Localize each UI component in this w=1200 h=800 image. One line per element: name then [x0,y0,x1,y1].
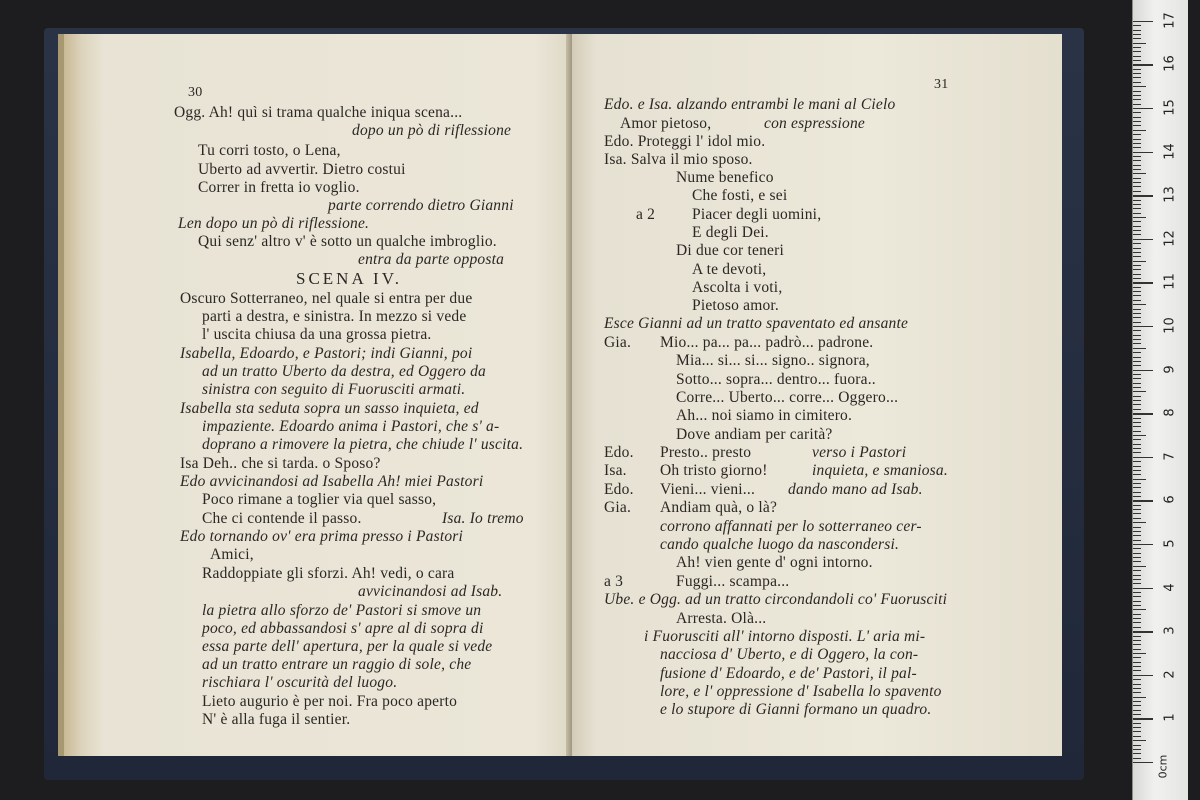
text-line: parti a destra, e sinistra. In mezzo si vede [202,308,467,325]
stage-direction: cando qualche luogo da nascondersi. [660,536,900,553]
ruler-tick [1133,64,1153,65]
ruler-tick [1133,370,1153,371]
text-line: Uberto ad avvertir. Dietro costui [198,161,406,178]
text-line: Amor pietoso, [620,115,712,132]
ruler-tick [1133,38,1141,39]
ruler-tick [1133,596,1141,597]
ruler-tick [1133,435,1146,436]
ruler-tick [1133,104,1141,105]
text-line: Di due cor teneri [676,242,784,259]
ruler-tick [1133,178,1141,179]
ruler-tick [1133,540,1141,541]
ruler-tick [1133,505,1141,506]
stage-direction: fusione d' Edoardo, e de' Pastori, il pal- [660,665,917,682]
text-line: Mia... si... si... signo.. signora, [676,352,870,369]
ruler-unit-label: 0cm [1156,754,1170,779]
stage-direction: i Fuorusciti all' intorno disposti. L' aria mi- [644,628,926,645]
ruler-tick [1133,697,1146,698]
ruler-tick [1133,239,1153,240]
measuring-ruler [1132,0,1188,800]
ruler-tick [1133,457,1153,458]
ruler-tick [1133,548,1141,549]
ruler-tick [1133,400,1141,401]
ruler-label: 9 [1162,364,1178,374]
ruler-tick [1133,479,1146,480]
text-line: A te devoti, [692,261,767,278]
ruler-label: 17 [1162,12,1178,29]
ruler-tick [1133,248,1141,249]
ruler-tick [1133,644,1141,645]
ruler-tick [1133,348,1146,349]
ruler-tick [1133,287,1141,288]
stage-direction: inquieta, e smaniosa. [812,462,948,479]
ruler-tick [1133,444,1141,445]
ruler-tick [1133,413,1153,414]
text-line: Ah... noi siamo in cimitero. [676,407,853,424]
text-line: Poco rimane a toglier via quel sasso, [202,491,437,508]
scene-title: SCENA IV. [296,269,403,288]
ruler-tick [1133,522,1146,523]
text-line: Oh tristo giorno! [660,462,768,479]
ruler-tick [1133,640,1141,641]
ruler-tick [1133,69,1141,70]
ruler-tick [1133,43,1146,44]
ruler-label: 3 [1162,626,1178,635]
ruler-tick [1133,186,1141,187]
ruler-tick [1133,165,1141,166]
ruler-tick [1133,378,1141,379]
stage-direction: lore, e l' oppressione d' Isabella lo spavento [660,683,942,700]
ruler-tick [1133,21,1153,22]
ruler-tick [1133,326,1153,327]
text-line: Corre... Uberto... corre... Oggero... [676,389,899,406]
ruler-tick [1133,25,1141,26]
ruler-tick [1133,553,1141,554]
ruler-tick [1133,653,1146,654]
ruler-tick [1133,147,1141,148]
text-line: Sotto... sopra... dentro... fuora.. [676,371,876,388]
ruler-tick [1133,309,1141,310]
ruler-tick [1133,173,1146,174]
ruler-tick [1133,736,1141,737]
ruler-tick [1133,609,1146,610]
stage-direction: doprano a rimovere la pietra, che chiude l' uscita. [202,436,524,453]
ruler-tick [1133,282,1153,283]
page-number: 31 [934,77,949,92]
stage-direction: nacciosa d' Uberto, e di Oggero, la con- [660,646,919,663]
ruler-label: 11 [1162,273,1178,291]
text-line: Pietoso amor. [692,297,779,314]
stage-direction: Edo tornando ov' era prima presso i Pastori [180,528,464,545]
text-line: Ogg. Ah! quì si trama qualche iniqua scena... [174,104,463,121]
ruler-tick [1133,705,1141,706]
ruler-label: 4 [1162,582,1178,592]
text-line: Che ci contende il passo. [202,510,362,527]
ruler-tick [1133,291,1141,292]
ruler-tick [1133,208,1141,209]
ruler-tick [1133,160,1141,161]
ruler-tick [1133,745,1141,746]
ruler-tick [1133,86,1146,87]
ruler-tick [1133,422,1141,423]
ruler-tick [1133,108,1153,109]
ruler-tick [1133,243,1141,244]
ruler-tick [1133,431,1141,432]
ruler-tick [1133,531,1141,532]
text-line: Vieni... vieni... [660,481,756,498]
ruler-tick [1133,439,1141,440]
ruler-tick [1133,714,1141,715]
ruler-tick [1133,191,1141,192]
ruler-tick [1133,352,1141,353]
ruler-tick [1133,34,1141,35]
ruler-tick [1133,762,1153,763]
ruler-tick [1133,121,1141,122]
speaker-label: Edo. [604,444,634,461]
ruler-tick [1133,256,1141,257]
ruler-tick [1133,82,1141,83]
text-line: Edo. Proteggi l' idol mio. [604,133,766,150]
ruler-tick [1133,579,1141,580]
text-line: Oscuro Sotterraneo, nel quale si entra per due [180,290,473,307]
ruler-tick [1133,749,1141,750]
ruler-tick [1133,622,1141,623]
ruler-label: 5 [1162,539,1178,548]
text-line: Qui senz' altro v' è sotto un qualche imbroglio. [198,233,497,250]
stage-direction: Isa. Io tremo [442,510,524,527]
ruler-tick [1133,557,1141,558]
ruler-tick [1133,130,1146,131]
text-line: E degli Dei. [692,224,769,241]
ruler-tick [1133,740,1146,741]
ruler-tick [1133,561,1141,562]
speaker-label: Gia. [604,334,632,351]
ruler-tick [1133,605,1141,606]
ruler-tick [1133,636,1141,637]
ruler-tick [1133,631,1153,632]
ruler-tick [1133,409,1141,410]
ruler-tick [1133,365,1141,366]
ruler-tick [1133,544,1153,545]
ruler-tick [1133,701,1141,702]
ruler-tick [1133,91,1141,92]
stage-direction: Isabella, Edoardo, e Pastori; indi Gianni, poi [180,345,473,362]
ruler-tick [1133,688,1141,689]
ruler-label: 10 [1162,317,1178,334]
ruler-label: 1 [1162,713,1178,723]
speaker-label: Gia. [604,499,632,516]
ruler-tick [1133,496,1141,497]
ruler-tick [1133,670,1141,671]
stage-direction: dopo un pò di riflessione [352,122,512,139]
ruler-tick [1133,727,1141,728]
ruler-tick [1133,73,1141,74]
text-line: Piacer degli uomini, [692,206,822,223]
ruler-label: 16 [1162,55,1178,73]
ruler-tick [1133,234,1141,235]
ruler-tick [1133,313,1141,314]
ruler-tick [1133,156,1141,157]
right-page [572,34,1062,756]
ruler-tick [1133,718,1153,719]
ruler-label: 6 [1162,495,1178,505]
ruler-tick [1133,182,1141,183]
speaker-label: Isa. [604,462,627,479]
text-line: Andiam quà, o là? [660,499,778,516]
ruler-tick [1133,675,1153,676]
text-line: Raddoppiate gli sforzi. Ah! vedi, o cara [202,565,455,582]
ruler-tick [1133,51,1141,52]
ruler-tick [1133,492,1141,493]
ruler-tick [1133,361,1141,362]
ruler-tick [1133,461,1141,462]
ruler-tick [1133,77,1141,78]
ruler-tick [1133,396,1141,397]
ruler-tick [1133,134,1141,135]
ruler-tick [1133,692,1141,693]
text-line: N' è alla fuga il sentier. [202,711,351,728]
stage-direction: entra da parte opposta [358,251,505,268]
ruler-tick [1133,230,1141,231]
stage-direction: Edo. e Isa. alzando entrambi le mani al Cielo [604,96,896,113]
stage-direction: poco, ed abbassandosi s' apre al di sopra di [202,620,484,637]
ruler-tick [1133,387,1141,388]
ruler-tick [1133,583,1141,584]
text-line: Isa Deh.. che si tarda. o Sposo? [180,455,381,472]
stage-direction: con espressione [764,115,866,132]
ruler-tick [1133,666,1141,667]
ruler-tick [1133,95,1141,96]
ruler-tick [1133,139,1141,140]
text-line: Dove andiam per carità? [676,426,833,443]
ruler-tick [1133,304,1146,305]
ruler-tick [1133,60,1141,61]
ruler-tick [1133,217,1146,218]
ruler-tick [1133,374,1141,375]
ruler-tick [1133,466,1141,467]
text-line: Che fosti, e sei [692,187,788,204]
ruler-tick [1133,418,1141,419]
ruler-tick [1133,47,1141,48]
ruler-tick [1133,213,1141,214]
ruler-tick [1133,487,1141,488]
stage-direction: ad un tratto entrare un raggio di sole, che [202,656,472,673]
stage-direction: Len dopo un pò di riflessione. [178,215,370,232]
ruler-tick [1133,662,1141,663]
ruler-tick [1133,448,1141,449]
ruler-tick [1133,513,1141,514]
stage-direction: sinistra con seguito di Fuorusciti armati. [202,381,466,398]
stage-direction: verso i Pastori [812,444,907,461]
stage-direction: e lo stupore di Gianni formano un quadro. [660,701,932,718]
left-page [58,34,572,756]
ensemble-marker: a 2 [636,206,656,223]
ruler-tick [1133,330,1141,331]
ruler-tick [1133,588,1153,589]
ruler-label: 13 [1162,186,1178,203]
text-line: Fuggi... scampa... [676,573,790,590]
text-line: Isa. Salva il mio sposo. [604,151,753,168]
ruler-tick [1133,570,1141,571]
ruler-tick [1133,535,1141,536]
text-line: Nume benefico [676,169,774,186]
text-line: Presto.. presto [660,444,752,461]
ruler-tick [1133,614,1141,615]
ruler-tick [1133,575,1141,576]
stage-direction: ad un tratto Uberto da destra, ed Oggero da [202,363,486,380]
ruler-tick [1133,56,1141,57]
ruler-tick [1133,30,1141,31]
ruler-tick [1133,335,1141,336]
ruler-label: 15 [1162,99,1178,116]
ruler-tick [1133,295,1141,296]
text-line: Correr in fretta io voglio. [198,179,360,196]
ruler-tick [1133,657,1141,658]
ruler-tick [1133,527,1141,528]
text-line: Tu corri tosto, o Lena, [198,142,341,159]
speaker-label: Edo. [604,481,634,498]
stage-direction: Ube. e Ogg. ad un tratto circondandoli co' Fuorusciti [604,591,948,608]
ruler-tick [1133,169,1141,170]
ruler-tick [1133,518,1141,519]
ruler-tick [1133,99,1141,100]
ruler-tick [1133,143,1141,144]
ruler-tick [1133,300,1141,301]
ruler-tick [1133,322,1141,323]
ruler-tick [1133,125,1141,126]
ruler-label: 14 [1162,142,1178,160]
stage-direction: avvicinandosi ad Isab. [358,583,503,600]
ruler-tick [1133,265,1141,266]
stage-direction: Esce Gianni ad un tratto spaventato ed ansante [604,315,909,332]
text-line: Mio... pa... pa... padrò... padrone. [660,334,874,351]
text-line: l' uscita chiusa da una grossa pietra. [202,326,432,343]
ruler-tick [1133,339,1141,340]
ruler-tick [1133,404,1141,405]
stage-direction: Isabella sta seduta sopra un sasso inquieta, ed [180,400,479,417]
text-line: Ascolta i voti, [692,279,783,296]
stage-direction: parte correndo dietro Gianni [328,197,514,214]
ruler-tick [1133,601,1141,602]
ruler-tick [1133,252,1141,253]
ruler-tick [1133,627,1141,628]
ruler-tick [1133,274,1141,275]
ruler-tick [1133,317,1141,318]
ruler-tick [1133,261,1146,262]
ruler-tick [1133,649,1141,650]
ruler-tick [1133,112,1141,113]
ruler-label: 7 [1162,452,1178,461]
ruler-tick [1133,474,1141,475]
ruler-tick [1133,758,1141,759]
ruler-tick [1133,117,1141,118]
ruler-tick [1133,566,1146,567]
ruler-tick [1133,592,1141,593]
ruler-label: 12 [1162,230,1178,247]
stage-direction: impaziente. Edoardo anima i Pastori, che s' a- [202,418,500,435]
ruler-tick [1133,426,1141,427]
ensemble-marker: a 3 [604,573,624,590]
ruler-tick [1133,383,1141,384]
text-line: Ah! vien gente d' ogni intorno. [676,554,873,571]
ruler-tick [1133,226,1141,227]
stage-direction: dando mano ad Isab. [788,481,923,498]
text-line: Amici, [210,546,254,563]
ruler-tick [1133,152,1153,153]
ruler-tick [1133,391,1146,392]
ruler-tick [1133,269,1141,270]
ruler-tick [1133,679,1141,680]
ruler-tick [1133,221,1141,222]
ruler-tick [1133,618,1141,619]
text-line: Arresta. Olà... [676,610,767,627]
ruler-tick [1133,710,1141,711]
ruler-tick [1133,452,1141,453]
ruler-label: 8 [1162,408,1178,417]
ruler-tick [1133,470,1141,471]
ruler-tick [1133,753,1141,754]
ruler-tick [1133,509,1141,510]
stage-direction: Edo avvicinandosi ad Isabella Ah! miei Pastori [180,473,484,490]
page-number: 30 [188,85,203,100]
ruler-tick [1133,684,1141,685]
ruler-tick [1133,723,1141,724]
stage-direction: la pietra allo sforzo de' Pastori si smove un [202,602,482,619]
ruler-label: 2 [1162,670,1178,679]
stage-direction: rischiara l' oscurità del luogo. [202,674,398,691]
stage-direction: corrono affannati per lo sotterraneo cer- [660,518,922,535]
ruler-tick [1133,200,1141,201]
ruler-tick [1133,278,1141,279]
ruler-tick [1133,483,1141,484]
ruler-tick [1133,357,1141,358]
ruler-tick [1133,731,1141,732]
ruler-tick [1133,195,1153,196]
stage-direction: essa parte dell' apertura, per la quale si vede [202,638,493,655]
text-line: Lieto augurio è per noi. Fra poco aperto [202,693,458,710]
ruler-tick [1133,500,1153,501]
ruler-tick [1133,204,1141,205]
ruler-tick [1133,343,1141,344]
